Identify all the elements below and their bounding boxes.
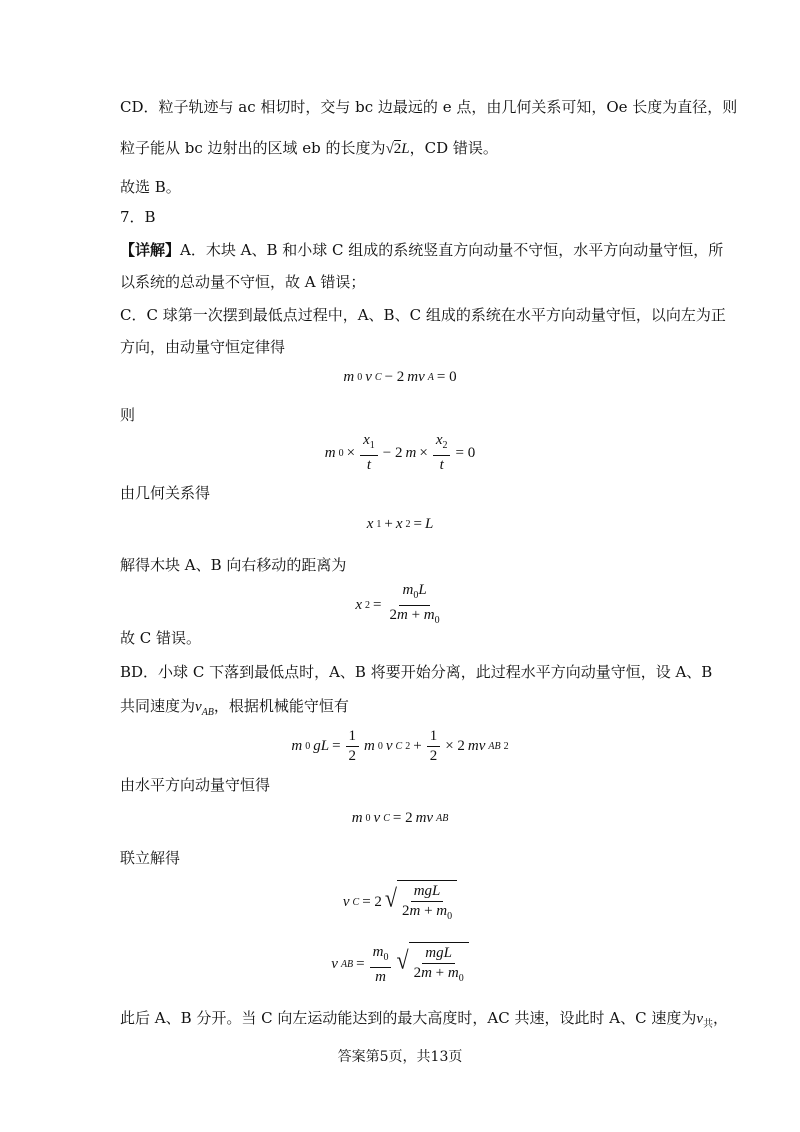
math-v-common: $v_共$ xyxy=(696,1011,714,1030)
detail-label: 【详解】 xyxy=(120,241,181,259)
equation-vC: v C = 2 √ $\frac{\text{mgL}}{2m + m_0}$ xyxy=(120,880,680,925)
equation-geometry: x 1 + x 2 = L xyxy=(366,516,434,532)
equation-distance: x 2 = $\frac{m_0L}{2m + m_0}$ xyxy=(355,582,440,626)
text-line-15: 由水平方向动量守恒得 xyxy=(120,776,271,794)
equation-momentum-2: m 0 × $\frac{x_1}{t}$ − 2 m × $\frac{x_2}{t}$ = 0 xyxy=(324,432,476,473)
page-footer: 答案第5页，共13页 xyxy=(337,1049,463,1065)
text-segment: 共同速度为 xyxy=(120,697,196,715)
text-line-17 xyxy=(120,1008,729,1035)
text-line-13: BD．小球 C 下落到最低点时，A、B 将要开始分离，此过程水平方向动量守恒，设 A、B xyxy=(120,663,713,681)
text-line-7: C．C 球第一次摆到最低点过程中，A、B、C 组成的系统在水平方向动量守恒，以向左为正 xyxy=(120,306,726,324)
text-line-5 xyxy=(120,240,724,260)
text-segment: ，根据机械能守恒有 xyxy=(213,697,349,715)
text-line-11: 解得木块 A、B 向右移动的距离为 xyxy=(120,556,347,574)
equation-vAB: v AB = $\frac{m_0}{m}$ √ $\frac{\text{mgL}}{2m + m_0}$ xyxy=(120,942,680,987)
text-line-9: 则 xyxy=(120,406,136,424)
text-line-16: 联立解得 xyxy=(120,849,181,867)
text-line-12: 故 C 错误。 xyxy=(120,629,202,647)
text-line-14 xyxy=(120,696,680,723)
text-line-8: 方向，由动量守恒定律得 xyxy=(120,338,286,356)
text-segment: ， xyxy=(713,1009,729,1027)
text-line-6: 以系统的总动量不守恒，故 A 错误； xyxy=(120,273,366,291)
text-line-2 xyxy=(120,138,680,159)
equation-momentum-1: m 0 v C − 2 mv A = 0 xyxy=(343,369,457,385)
text-line-1: CD．粒子轨迹与 ac 相切时，交与 bc 边最远的 e 点，由几何关系可知，Oe 长度为直径，则 xyxy=(120,98,738,116)
text-line-10: 由几何关系得 xyxy=(120,484,211,502)
equation-energy: m 0 gL = $\frac{1}{2}$ m 0 v C 2 + $\frac{1}{2}$ × 2 mv AB 2 xyxy=(291,728,509,764)
math-vAB: $v_{AB}$ xyxy=(195,699,214,718)
equation-momentum-3: m 0 v C = 2 mv AB xyxy=(351,810,449,826)
question-number: 7．B xyxy=(120,208,156,226)
text-segment: ，CD 错误。 xyxy=(409,139,498,157)
text-segment: A．木块 A、B 和小球 C 组成的系统竖直方向动量不守恒，水平方向动量守恒，所 xyxy=(180,241,724,259)
math-sqrt-2L: √2L xyxy=(385,141,410,157)
text-line-3: 故选 B。 xyxy=(120,178,181,196)
text-segment: 粒子能从 bc 边射出的区域 eb 的长度为 xyxy=(120,139,386,157)
text-segment: 此后 A、B 分开。当 C 向左运动能达到的最大高度时，AC 共速，设此时 A、C 速度为 xyxy=(120,1009,697,1027)
